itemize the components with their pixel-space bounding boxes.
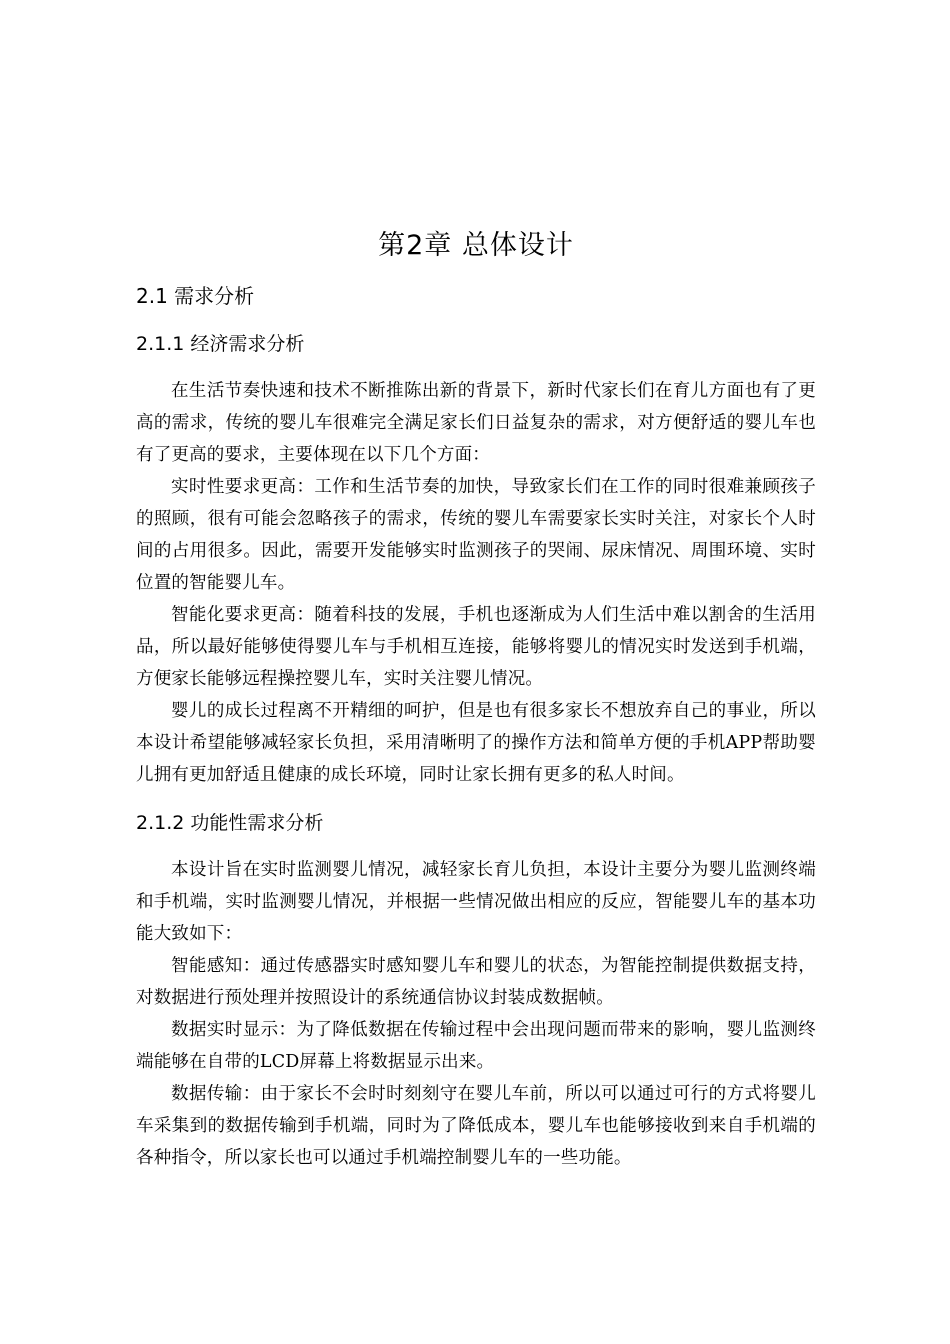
paragraph: 智能化要求更高：随着科技的发展，手机也逐渐成为人们生活中难以割舍的生活用品，所以最好能够使得婴儿车与手机相互连接，能够将婴儿的情况实时发送到手机端，方便家长能够远程操控婴儿车，实时关注婴儿情况。 bbox=[136, 605, 816, 689]
section-heading: 2.1 需求分析 bbox=[136, 284, 255, 308]
paragraph: 在生活节奏快速和技术不断推陈出新的背景下，新时代家长们在育儿方面也有了更高的需求，传统的婴儿车很难完全满足家长们日益复杂的需求，对方便舒适的婴儿车也有了更高的要求，主要体现在以下几个方面： bbox=[136, 381, 816, 465]
paragraph: 数据传输：由于家长不会时时刻刻守在婴儿车前，所以可以通过可行的方式将婴儿车采集到的数据传输到手机端，同时为了降低成本，婴儿车也能够接收到来自手机端的各种指令，所以家长也可以通过手机端控制婴儿车的一些功能。 bbox=[136, 1084, 816, 1168]
paragraph: 实时性要求更高：工作和生活节奏的加快，导致家长们在工作的同时很难兼顾孩子的照顾，很有可能会忽略孩子的需求，传统的婴儿车需要家长实时关注，对家长个人时间的占用很多。因此，需要开发能够实时监测孩子的哭闹、尿床情况、周围环境、实时位置的智能婴儿车。 bbox=[136, 477, 816, 593]
chapter-title: 第2章 总体设计 bbox=[378, 230, 574, 261]
subsection-body-functional bbox=[136, 854, 816, 1174]
paragraph: 智能感知：通过传感器实时感知婴儿车和婴儿的状态，为智能控制提供数据支持，对数据进行预处理并按照设计的系统通信协议封装成数据帧。 bbox=[136, 956, 816, 1008]
document-page bbox=[136, 0, 816, 1344]
subsection-heading-functional: 2.1.2 功能性需求分析 bbox=[136, 812, 324, 834]
subsection-heading-economic: 2.1.1 经济需求分析 bbox=[136, 333, 305, 355]
paragraph: 婴儿的成长过程离不开精细的呵护，但是也有很多家长不想放弃自己的事业，所以本设计希望能够减轻家长负担，采用清晰明了的操作方法和简单方便的手机APP帮助婴儿拥有更加舒适且健康的成长环境，同时让家长拥有更多的私人时间。 bbox=[136, 701, 816, 785]
paragraph: 数据实时显示：为了降低数据在传输过程中会出现问题而带来的影响，婴儿监测终端能够在自带的LCD屏幕上将数据显示出来。 bbox=[136, 1020, 816, 1072]
subsection-body-economic bbox=[136, 375, 816, 791]
paragraph: 本设计旨在实时监测婴儿情况，减轻家长育儿负担，本设计主要分为婴儿监测终端和手机端，实时监测婴儿情况，并根据一些情况做出相应的反应，智能婴儿车的基本功能大致如下： bbox=[136, 860, 816, 944]
